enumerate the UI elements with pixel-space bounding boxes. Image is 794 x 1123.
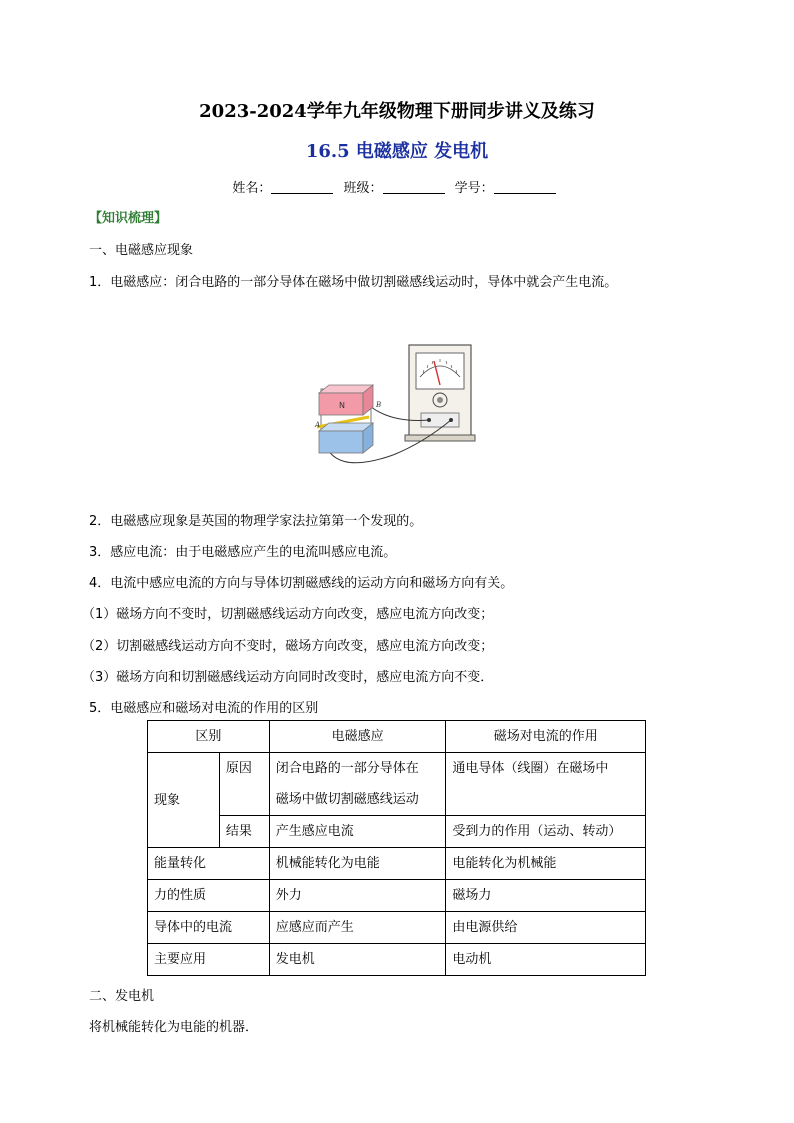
cause-label: 原因 xyxy=(219,753,269,816)
paragraph-5: 5．电磁感应和磁场对电流的作用的区别 xyxy=(89,701,319,716)
label-b: B xyxy=(376,401,382,409)
row-label: 主要应用 xyxy=(148,944,270,976)
table-row xyxy=(148,848,646,880)
electromagnetic-induction-figure xyxy=(313,337,478,485)
table-row xyxy=(148,912,646,944)
paragraph-2: 2．电磁感应现象是英国的物理学家法拉第第一个发现的。 xyxy=(89,514,423,529)
section-heading-1: 一、电磁感应现象 xyxy=(89,243,194,258)
table-row xyxy=(148,816,646,848)
paragraph-4-1: （1）磁场方向不变时，切割磁感线运动方向改变，感应电流方向改变； xyxy=(82,607,494,622)
row-force-cell: 磁场力 xyxy=(446,880,646,912)
result-force-cell: 受到力的作用（运动、转动） xyxy=(446,816,646,848)
name-blank[interactable] xyxy=(271,180,333,194)
label-a: A xyxy=(315,421,321,429)
magnet-south xyxy=(319,431,363,453)
result-em-cell: 产生感应电流 xyxy=(269,816,446,848)
comparison-table xyxy=(147,720,646,976)
row-force-cell: 由电源供给 xyxy=(446,912,646,944)
paragraph-4-2: （2）切割磁感线运动方向不变时，磁场方向改变，感应电流方向改变； xyxy=(82,639,494,654)
row-em-cell: 应感应而产生 xyxy=(269,912,446,944)
row-force-cell: 电动机 xyxy=(446,944,646,976)
knowledge-section-tag: 【知识梳理】 xyxy=(89,211,168,226)
student-info xyxy=(0,177,794,196)
galvanometer-base xyxy=(405,435,475,441)
phenomenon-label: 现象 xyxy=(148,753,220,848)
row-force-cell: 电能转化为机械能 xyxy=(446,848,646,880)
table-row xyxy=(148,753,646,816)
cause-force-cell: 通电导体（线圈）在磁场中 xyxy=(446,753,646,816)
row-label: 导体中的电流 xyxy=(148,912,270,944)
id-blank[interactable] xyxy=(494,180,556,194)
class-label: 班级： xyxy=(343,181,383,196)
label-n: N xyxy=(339,401,345,410)
row-label: 能量转化 xyxy=(148,848,270,880)
row-em-cell: 机械能转化为电能 xyxy=(269,848,446,880)
header-cell: 磁场对电流的作用 xyxy=(446,721,646,753)
document-title: 2023-2024学年九年级物理下册同步讲义及练习 xyxy=(199,101,595,122)
name-label: 姓名： xyxy=(232,181,272,196)
id-label: 学号： xyxy=(454,181,494,196)
paragraph-1: 1．电磁感应：闭合电路的一部分导体在磁场中做切割磁感线运动时，导体中就会产生电流。 xyxy=(89,275,618,290)
table-header-row xyxy=(148,721,646,753)
paragraph-4: 4．电流中感应电流的方向与导体切割磁感线的运动方向和磁场方向有关。 xyxy=(89,576,514,591)
table-row xyxy=(148,880,646,912)
row-em-cell: 外力 xyxy=(269,880,446,912)
result-label: 结果 xyxy=(219,816,269,848)
header-cell: 区别 xyxy=(148,721,270,753)
cause-em-cell: 闭合电路的一部分导体在 磁场中做切割磁感线运动 xyxy=(269,753,446,816)
paragraph-4-3: （3）磁场方向和切割磁感线运动方向同时改变时，感应电流方向不变． xyxy=(82,670,494,685)
row-em-cell: 发电机 xyxy=(269,944,446,976)
header-cell: 电磁感应 xyxy=(269,721,446,753)
paragraph-6: 将机械能转化为电能的机器． xyxy=(89,1020,259,1035)
lesson-title: 16.5 电磁感应 发电机 xyxy=(305,141,489,162)
class-blank[interactable] xyxy=(383,180,445,194)
paragraph-3: 3．感应电流：由于电磁感应产生的电流叫感应电流。 xyxy=(89,545,397,560)
section-heading-2: 二、发电机 xyxy=(89,989,155,1004)
table-row xyxy=(148,944,646,976)
row-label: 力的性质 xyxy=(148,880,270,912)
